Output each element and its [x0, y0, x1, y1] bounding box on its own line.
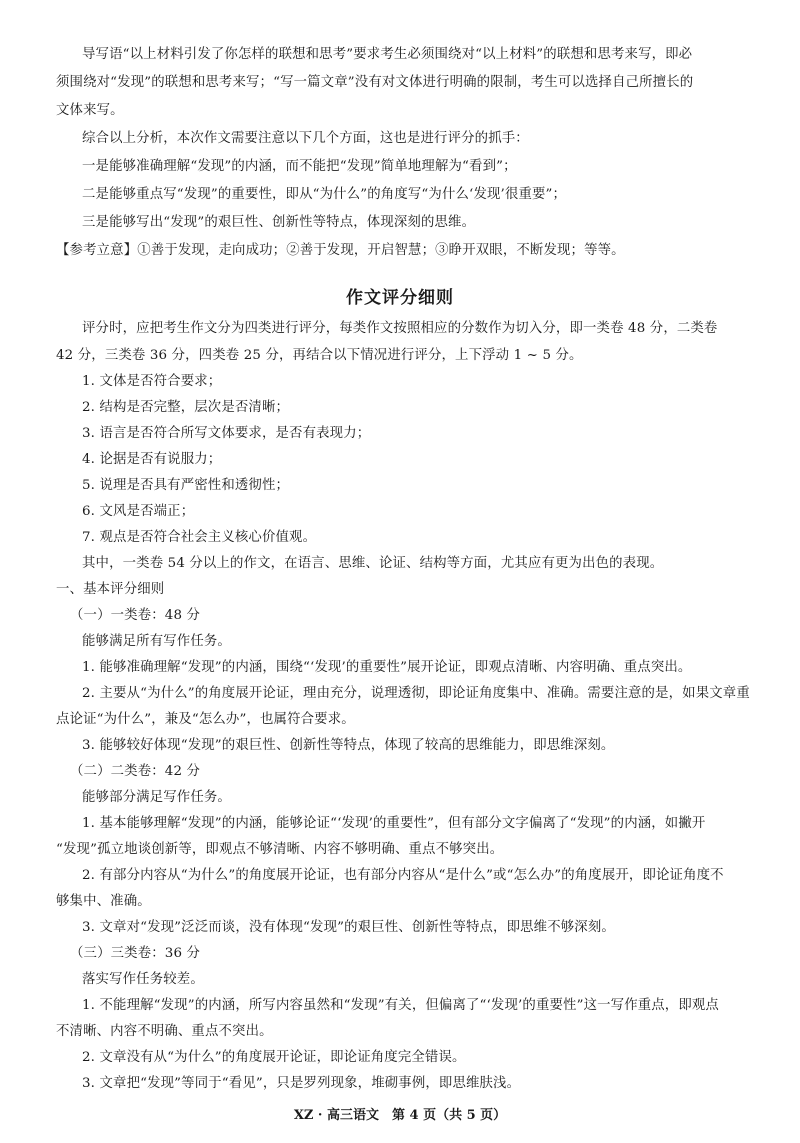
section-heading-basic: 一、基本评分细则	[56, 582, 165, 597]
point-two: 二是能够重点写“发现”的重要性，即从“为什么”的角度写“为什么‘发现’很重要”；	[82, 187, 567, 202]
point-one: 一是能够准确理解“发现”的内涵，而不能把“发现”简单地理解为“看到”；	[82, 159, 517, 174]
category-3-heading: （三）三类卷：36 分	[70, 946, 201, 961]
criterion-2: 2. 结构是否完整，层次是否清晰；	[82, 400, 290, 415]
criterion-5: 5. 说理是否具有严密性和透彻性；	[82, 478, 290, 493]
reference-themes: 【参考立意】①善于发现，走向成功；②善于发现，开启智慧；③睁开双眼，不断发现；等等。	[56, 243, 625, 258]
category-2-heading: （二）二类卷：42 分	[70, 764, 201, 779]
criterion-1: 1. 文体是否符合要求；	[82, 374, 222, 389]
category-2-item-1-line-1: 1. 基本能够理解“发现”的内涵，能够论证“‘发现’的重要性”，但有部分文字偏离了“发现”的内涵，如撇开	[82, 816, 706, 831]
point-three: 三是能够写出“发现”的艰巨性、创新性等特点，体现深刻的思维。	[82, 215, 476, 230]
rubric-title: 作文评分细则	[346, 288, 454, 308]
category-1-heading: （一）一类卷：48 分	[70, 608, 201, 623]
category-2-item-2-line-2: 够集中、准确。	[56, 894, 151, 909]
category-2-summary: 能够部分满足写作任务。	[82, 790, 231, 805]
criterion-7: 7. 观点是否符合社会主义核心价值观。	[82, 530, 317, 545]
category-3-item-1-line-1: 1. 不能理解“发现”的内涵，所写内容虽然和“发现”有关，但偏离了“‘发现’的重要性”这一写作重点，即观点	[82, 998, 719, 1013]
rubric-intro-line-1: 评分时，应把考生作文分为四类进行评分，每类作文按照相应的分数作为切入分，即一类卷 48 分，二类卷	[82, 321, 718, 336]
criterion-6: 6. 文风是否端正；	[82, 504, 195, 519]
category-2-item-2-line-1: 2. 有部分内容从“为什么”的角度展开论证，也有部分内容从“是什么”或“怎么办”的角度展开，即论证角度不	[82, 868, 724, 883]
analysis-summary: 综合以上分析，本次作文需要注意以下几个方面，这也是进行评分的抓手：	[82, 131, 529, 146]
category-1-item-2-line-2: 点论证“为什么”，兼及“怎么办”，也属符合要求。	[56, 712, 355, 727]
category-1-item-2-line-1: 2. 主要从“为什么”的角度展开论证，理由充分，说理透彻，即论证角度集中、准确。需要注意的是，如果文章重	[82, 686, 750, 701]
top-tier-note: 其中，一类卷 54 分以上的作文，在语言、思维、论证、结构等方面，尤其应有更为出色的表现。	[82, 556, 664, 571]
category-2-item-3: 3. 文章对“发现”泛泛而谈，没有体现“发现”的艰巨性、创新性等特点，即思维不够深刻。	[82, 920, 615, 935]
category-1-item-1: 1. 能够准确理解“发现”的内涵，围绕“‘发现’的重要性”展开论证，即观点清晰、内容明确、重点突出。	[82, 660, 692, 675]
intro-paragraph-line-2: 须围绕对“发现”的联想和思考来写；“写一篇文章”没有对文体进行明确的限制，考生可以选择自己所擅长的	[56, 75, 694, 90]
category-3-item-3: 3. 文章把“发现”等同于“看见”，只是罗列现象，堆砌事例，即思维肤浅。	[82, 1076, 521, 1091]
category-1-item-3: 3. 能够较好体现“发现”的艰巨性、创新性等特点，体现了较高的思维能力，即思维深刻。	[82, 738, 615, 753]
page-footer: XZ · 高三语文 第 4 页（共 5 页）	[293, 1108, 507, 1123]
rubric-intro-line-2: 42 分，三类卷 36 分，四类卷 25 分，再结合以下情况进行评分，上下浮动 1 ~ 5 分。	[56, 348, 583, 363]
intro-paragraph-line-3: 文体来写。	[56, 103, 124, 118]
category-3-summary: 落实写作任务较差。	[82, 972, 204, 987]
category-2-item-1-line-2: “发现”孤立地谈创新等，即观点不够清晰、内容不够明确、重点不够突出。	[56, 842, 504, 857]
category-1-summary: 能够满足所有写作任务。	[82, 634, 231, 649]
criterion-4: 4. 论据是否有说服力；	[82, 452, 222, 467]
category-3-item-2: 2. 文章没有从“为什么”的角度展开论证，即论证角度完全错误。	[82, 1050, 466, 1065]
category-3-item-1-line-2: 不清晰、内容不明确、重点不突出。	[56, 1024, 273, 1039]
criterion-3: 3. 语言是否符合所写文体要求，是否有表现力；	[82, 426, 371, 441]
intro-paragraph-line-1: 导写语“以上材料引发了你怎样的联想和思考”要求考生必须围绕对“以上材料”的联想和思考来写，即必	[82, 47, 693, 62]
